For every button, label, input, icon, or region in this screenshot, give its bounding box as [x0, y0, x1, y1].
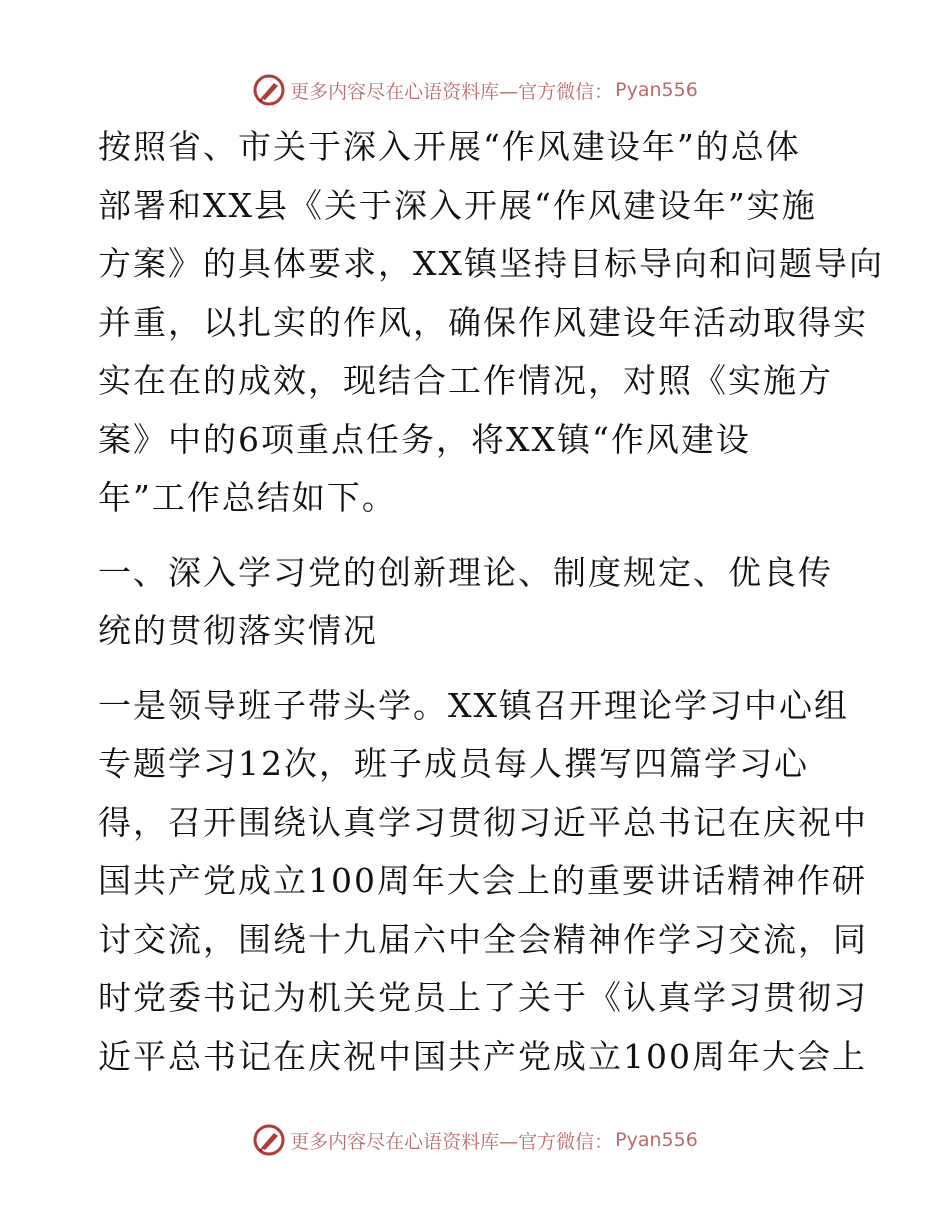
text-line: 并重，以扎实的作风，确保作风建设年活动取得实: [98, 302, 868, 342]
text-line: 年”工作总结如下。: [98, 478, 397, 517]
text-line: 一、深入学习党的创新理论、制度规定、优良传: [98, 552, 833, 592]
banner-text: 更多内容尽在心语资料库—官方微信：: [290, 80, 614, 103]
section-heading: [98, 544, 858, 661]
text-line: 案》中的6项重点任务，将XX镇“作风建设: [98, 419, 751, 459]
text-line: 讨交流，围绕十九届六中全会精神作学习交流，同: [98, 919, 868, 959]
text-line: 近平总书记在庆祝中国共产党成立100周年大会上: [98, 1036, 867, 1076]
banner-text: 更多内容尽在心语资料库—官方微信：: [290, 1130, 614, 1153]
text-line: 按照省、市关于深入开展“作风建设年”的总体: [98, 127, 801, 166]
banner-wechat-id: Pyan556: [615, 1129, 698, 1151]
text-line: 得，召开围绕认真学习贯彻习近平总书记在庆祝中: [98, 802, 868, 842]
pen-logo-icon: [252, 1123, 286, 1157]
text-line: 实在在的成效，现结合工作情况，对照《实施方: [98, 361, 833, 400]
text-line: 方案》的具体要求，XX镇坚持目标导向和问题导向: [98, 244, 884, 283]
text-line: 统的贯彻落实情况: [98, 611, 378, 650]
banner-wechat-id: Pyan556: [615, 79, 698, 101]
pen-logo-icon: [252, 73, 286, 107]
text-line: 专题学习12次，班子成员每人撰写四篇学习心: [98, 744, 809, 783]
header-banner: [0, 70, 950, 110]
paragraph-leadership-study: [98, 677, 868, 1087]
paragraph-intro: [98, 118, 884, 528]
document-body: [98, 118, 884, 1086]
text-line: 一是领导班子带头学。XX镇召开理论学习中心组: [98, 685, 849, 725]
footer-banner: [0, 1120, 950, 1160]
text-line: 时党委书记为机关党员上了关于《认真学习贯彻习: [98, 978, 868, 1017]
text-line: 部署和XX县《关于深入开展“作风建设年”实施: [98, 185, 817, 225]
text-line: 国共产党成立100周年大会上的重要讲话精神作研: [98, 861, 867, 900]
paragraph-gap: [98, 528, 858, 544]
paragraph-gap: [98, 661, 858, 677]
